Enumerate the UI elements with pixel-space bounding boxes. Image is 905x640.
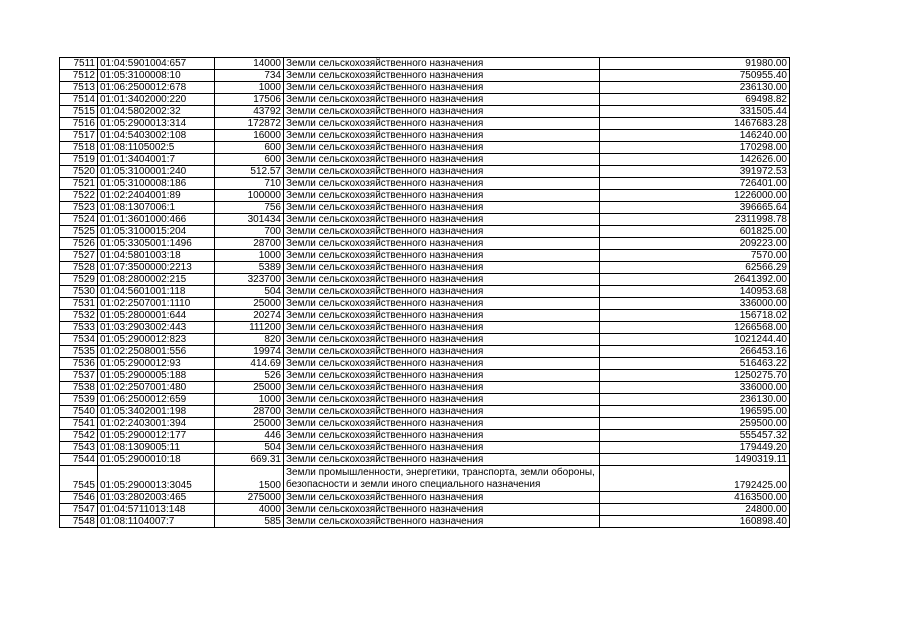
area-cell: 504 bbox=[215, 286, 284, 298]
area-cell: 1000 bbox=[215, 250, 284, 262]
cadastral-value-cell: 266453.16 bbox=[600, 346, 790, 358]
table-row bbox=[60, 166, 790, 178]
table-row bbox=[60, 262, 790, 274]
land-category-cell: Земли сельскохозяйственного назначения bbox=[284, 298, 600, 310]
cadastral-number-cell: 01:02:2508001:556 bbox=[98, 346, 215, 358]
cadastral-value-cell: 196595.00 bbox=[600, 406, 790, 418]
table-row bbox=[60, 142, 790, 154]
row-number-cell: 7511 bbox=[60, 58, 98, 70]
cadastral-value-cell: 1226000.00 bbox=[600, 190, 790, 202]
land-category-cell: Земли сельскохозяйственного назначения bbox=[284, 58, 600, 70]
table-row bbox=[60, 214, 790, 226]
cadastral-value-cell: 331505.44 bbox=[600, 106, 790, 118]
cadastral-value-cell: 62566.29 bbox=[600, 262, 790, 274]
row-number-cell: 7523 bbox=[60, 202, 98, 214]
cadastral-value-cell: 516463.22 bbox=[600, 358, 790, 370]
cadastral-number-cell: 01:05:2900010:18 bbox=[98, 454, 215, 466]
land-category-cell: Земли сельскохозяйственного назначения bbox=[284, 214, 600, 226]
land-category-cell: Земли сельскохозяйственного назначения bbox=[284, 286, 600, 298]
row-number-cell: 7515 bbox=[60, 106, 98, 118]
cadastral-value-cell: 336000.00 bbox=[600, 382, 790, 394]
table-row bbox=[60, 274, 790, 286]
row-number-cell: 7520 bbox=[60, 166, 98, 178]
cadastral-value-cell: 156718.02 bbox=[600, 310, 790, 322]
cadastral-number-cell: 01:08:1307006:1 bbox=[98, 202, 215, 214]
cadastral-value-cell: 1266568.00 bbox=[600, 322, 790, 334]
row-number-cell: 7534 bbox=[60, 334, 98, 346]
cadastral-number-cell: 01:05:3100008:10 bbox=[98, 70, 215, 82]
row-number-cell: 7517 bbox=[60, 130, 98, 142]
cadastral-number-cell: 01:08:2800002:215 bbox=[98, 274, 215, 286]
area-cell: 734 bbox=[215, 70, 284, 82]
land-category-cell: Земли сельскохозяйственного назначения bbox=[284, 358, 600, 370]
cadastral-number-cell: 01:05:2900013:3045 bbox=[98, 466, 215, 492]
area-cell: 446 bbox=[215, 430, 284, 442]
land-category-cell: Земли сельскохозяйственного назначения bbox=[284, 238, 600, 250]
cadastral-number-cell: 01:05:3100001:240 bbox=[98, 166, 215, 178]
row-number-cell: 7527 bbox=[60, 250, 98, 262]
row-number-cell: 7530 bbox=[60, 286, 98, 298]
table-row bbox=[60, 178, 790, 190]
cadastral-number-cell: 01:05:3305001:1496 bbox=[98, 238, 215, 250]
land-category-cell: Земли сельскохозяйственного назначения bbox=[284, 274, 600, 286]
table-row bbox=[60, 334, 790, 346]
row-number-cell: 7522 bbox=[60, 190, 98, 202]
cadastral-number-cell: 01:08:1104007:7 bbox=[98, 516, 215, 528]
table-row bbox=[60, 94, 790, 106]
cadastral-value-cell: 160898.40 bbox=[600, 516, 790, 528]
table-row bbox=[60, 58, 790, 70]
table-row bbox=[60, 130, 790, 142]
cadastral-number-cell: 01:01:3404001:7 bbox=[98, 154, 215, 166]
cadastral-value-cell: 1250275.70 bbox=[600, 370, 790, 382]
cadastral-value-cell: 1467683.28 bbox=[600, 118, 790, 130]
land-category-cell: Земли промышленности, энергетики, транспорта, земли обороны, безопасности и земли иного специального назначения bbox=[284, 466, 600, 492]
cadastral-value-cell: 2311998.78 bbox=[600, 214, 790, 226]
land-category-cell: Земли сельскохозяйственного назначения bbox=[284, 70, 600, 82]
area-cell: 585 bbox=[215, 516, 284, 528]
cadastral-number-cell: 01:04:5711013:148 bbox=[98, 504, 215, 516]
cadastral-number-cell: 01:04:5403002:108 bbox=[98, 130, 215, 142]
land-category-cell: Земли сельскохозяйственного назначения bbox=[284, 322, 600, 334]
land-category-cell: Земли сельскохозяйственного назначения bbox=[284, 442, 600, 454]
table-row bbox=[60, 418, 790, 430]
cadastral-number-cell: 01:05:2900005:188 bbox=[98, 370, 215, 382]
row-number-cell: 7525 bbox=[60, 226, 98, 238]
area-cell: 301434 bbox=[215, 214, 284, 226]
area-cell: 710 bbox=[215, 178, 284, 190]
area-cell: 43792 bbox=[215, 106, 284, 118]
land-category-cell: Земли сельскохозяйственного назначения bbox=[284, 516, 600, 528]
land-category-cell: Земли сельскохозяйственного назначения bbox=[284, 250, 600, 262]
cadastral-number-cell: 01:04:5802002:32 bbox=[98, 106, 215, 118]
cadastral-number-cell: 01:02:2404001:89 bbox=[98, 190, 215, 202]
cadastral-value-cell: 170298.00 bbox=[600, 142, 790, 154]
cadastral-value-cell: 396665.64 bbox=[600, 202, 790, 214]
table-row bbox=[60, 310, 790, 322]
land-category-cell: Земли сельскохозяйственного назначения bbox=[284, 118, 600, 130]
cadastral-value-cell: 601825.00 bbox=[600, 226, 790, 238]
cadastral-number-cell: 01:05:2900013:314 bbox=[98, 118, 215, 130]
row-number-cell: 7541 bbox=[60, 418, 98, 430]
cadastral-value-cell: 1021244.40 bbox=[600, 334, 790, 346]
table-row bbox=[60, 504, 790, 516]
row-number-cell: 7548 bbox=[60, 516, 98, 528]
land-category-cell: Земли сельскохозяйственного назначения bbox=[284, 202, 600, 214]
cadastral-value-cell: 750955.40 bbox=[600, 70, 790, 82]
land-category-cell: Земли сельскохозяйственного назначения bbox=[284, 310, 600, 322]
row-number-cell: 7531 bbox=[60, 298, 98, 310]
land-category-cell: Земли сельскохозяйственного назначения bbox=[284, 106, 600, 118]
table-row bbox=[60, 250, 790, 262]
area-cell: 100000 bbox=[215, 190, 284, 202]
row-number-cell: 7535 bbox=[60, 346, 98, 358]
cadastral-number-cell: 01:05:3100008:186 bbox=[98, 178, 215, 190]
cadastral-number-cell: 01:04:5901004:657 bbox=[98, 58, 215, 70]
land-category-cell: Земли сельскохозяйственного назначения bbox=[284, 492, 600, 504]
area-cell: 526 bbox=[215, 370, 284, 382]
cadastral-number-cell: 01:01:3601000:466 bbox=[98, 214, 215, 226]
table-row bbox=[60, 454, 790, 466]
table-row bbox=[60, 226, 790, 238]
table-row bbox=[60, 298, 790, 310]
row-number-cell: 7518 bbox=[60, 142, 98, 154]
land-category-cell: Земли сельскохозяйственного назначения bbox=[284, 394, 600, 406]
area-cell: 504 bbox=[215, 442, 284, 454]
land-category-cell: Земли сельскохозяйственного назначения bbox=[284, 190, 600, 202]
land-category-cell: Земли сельскохозяйственного назначения bbox=[284, 382, 600, 394]
cadastral-number-cell: 01:05:2800001:644 bbox=[98, 310, 215, 322]
cadastral-number-cell: 01:07:3500000:2213 bbox=[98, 262, 215, 274]
row-number-cell: 7528 bbox=[60, 262, 98, 274]
area-cell: 700 bbox=[215, 226, 284, 238]
area-cell: 323700 bbox=[215, 274, 284, 286]
cadastral-value-cell: 726401.00 bbox=[600, 178, 790, 190]
cadastral-number-cell: 01:06:2500012:678 bbox=[98, 82, 215, 94]
row-number-cell: 7533 bbox=[60, 322, 98, 334]
row-number-cell: 7516 bbox=[60, 118, 98, 130]
area-cell: 600 bbox=[215, 142, 284, 154]
land-category-cell: Земли сельскохозяйственного назначения bbox=[284, 430, 600, 442]
cadastral-value-cell: 2641392.00 bbox=[600, 274, 790, 286]
area-cell: 16000 bbox=[215, 130, 284, 142]
area-cell: 600 bbox=[215, 154, 284, 166]
land-category-cell: Земли сельскохозяйственного назначения bbox=[284, 262, 600, 274]
row-number-cell: 7514 bbox=[60, 94, 98, 106]
cadastral-number-cell: 01:02:2507001:480 bbox=[98, 382, 215, 394]
row-number-cell: 7526 bbox=[60, 238, 98, 250]
cadastral-number-cell: 01:04:5801003:18 bbox=[98, 250, 215, 262]
land-category-cell: Земли сельскохозяйственного назначения bbox=[284, 178, 600, 190]
area-cell: 1000 bbox=[215, 394, 284, 406]
cadastral-value-cell: 146240.00 bbox=[600, 130, 790, 142]
cadastral-number-cell: 01:05:2900012:93 bbox=[98, 358, 215, 370]
table-row bbox=[60, 492, 790, 504]
table-row bbox=[60, 82, 790, 94]
table-row bbox=[60, 190, 790, 202]
cadastral-value-cell: 179449.20 bbox=[600, 442, 790, 454]
row-number-cell: 7513 bbox=[60, 82, 98, 94]
table-row bbox=[60, 516, 790, 528]
row-number-cell: 7537 bbox=[60, 370, 98, 382]
row-number-cell: 7547 bbox=[60, 504, 98, 516]
land-category-cell: Земли сельскохозяйственного назначения bbox=[284, 334, 600, 346]
cadastral-number-cell: 01:02:2403001:394 bbox=[98, 418, 215, 430]
area-cell: 25000 bbox=[215, 382, 284, 394]
cadastral-number-cell: 01:05:2900012:177 bbox=[98, 430, 215, 442]
land-category-cell: Земли сельскохозяйственного назначения bbox=[284, 142, 600, 154]
land-category-cell: Земли сельскохозяйственного назначения bbox=[284, 154, 600, 166]
row-number-cell: 7546 bbox=[60, 492, 98, 504]
land-category-cell: Земли сельскохозяйственного назначения bbox=[284, 346, 600, 358]
area-cell: 28700 bbox=[215, 406, 284, 418]
cadastral-value-cell: 140953.68 bbox=[600, 286, 790, 298]
cadastral-value-cell: 24800.00 bbox=[600, 504, 790, 516]
cadastral-number-cell: 01:08:1105002:5 bbox=[98, 142, 215, 154]
table-row bbox=[60, 442, 790, 454]
area-cell: 1000 bbox=[215, 82, 284, 94]
row-number-cell: 7542 bbox=[60, 430, 98, 442]
land-category-cell: Земли сельскохозяйственного назначения bbox=[284, 504, 600, 516]
area-cell: 669.31 bbox=[215, 454, 284, 466]
land-category-cell: Земли сельскохозяйственного назначения bbox=[284, 370, 600, 382]
table-body bbox=[60, 58, 790, 528]
land-category-cell: Земли сельскохозяйственного назначения bbox=[284, 130, 600, 142]
land-category-cell: Земли сельскохозяйственного назначения bbox=[284, 418, 600, 430]
table-row bbox=[60, 358, 790, 370]
land-registry-table bbox=[59, 57, 790, 528]
row-number-cell: 7545 bbox=[60, 466, 98, 492]
row-number-cell: 7543 bbox=[60, 442, 98, 454]
area-cell: 28700 bbox=[215, 238, 284, 250]
row-number-cell: 7540 bbox=[60, 406, 98, 418]
area-cell: 19974 bbox=[215, 346, 284, 358]
row-number-cell: 7524 bbox=[60, 214, 98, 226]
cadastral-value-cell: 4163500.00 bbox=[600, 492, 790, 504]
area-cell: 820 bbox=[215, 334, 284, 346]
land-category-cell: Земли сельскохозяйственного назначения bbox=[284, 406, 600, 418]
row-number-cell: 7519 bbox=[60, 154, 98, 166]
area-cell: 172872 bbox=[215, 118, 284, 130]
cadastral-number-cell: 01:05:3402001:198 bbox=[98, 406, 215, 418]
area-cell: 5389 bbox=[215, 262, 284, 274]
cadastral-number-cell: 01:04:5601001:118 bbox=[98, 286, 215, 298]
land-category-cell: Земли сельскохозяйственного назначения bbox=[284, 82, 600, 94]
table-row bbox=[60, 394, 790, 406]
table-row bbox=[60, 346, 790, 358]
area-cell: 17506 bbox=[215, 94, 284, 106]
area-cell: 1500 bbox=[215, 466, 284, 492]
cadastral-number-cell: 01:08:1309005:11 bbox=[98, 442, 215, 454]
land-category-cell: Земли сельскохозяйственного назначения bbox=[284, 166, 600, 178]
land-category-cell: Земли сельскохозяйственного назначения bbox=[284, 94, 600, 106]
cadastral-value-cell: 1792425.00 bbox=[600, 466, 790, 492]
area-cell: 4000 bbox=[215, 504, 284, 516]
cadastral-value-cell: 69498.82 bbox=[600, 94, 790, 106]
cadastral-value-cell: 555457.32 bbox=[600, 430, 790, 442]
cadastral-number-cell: 01:02:2507001:1110 bbox=[98, 298, 215, 310]
cadastral-value-cell: 209223.00 bbox=[600, 238, 790, 250]
cadastral-number-cell: 01:06:2500012:659 bbox=[98, 394, 215, 406]
row-number-cell: 7538 bbox=[60, 382, 98, 394]
table-row bbox=[60, 430, 790, 442]
table-row bbox=[60, 322, 790, 334]
row-number-cell: 7521 bbox=[60, 178, 98, 190]
table-row bbox=[60, 202, 790, 214]
area-cell: 25000 bbox=[215, 298, 284, 310]
cadastral-number-cell: 01:05:3100015:204 bbox=[98, 226, 215, 238]
table-row bbox=[60, 466, 790, 492]
table-row bbox=[60, 238, 790, 250]
table-row bbox=[60, 286, 790, 298]
cadastral-number-cell: 01:03:2802003:465 bbox=[98, 492, 215, 504]
cadastral-value-cell: 391972.53 bbox=[600, 166, 790, 178]
cadastral-number-cell: 01:05:2900012:823 bbox=[98, 334, 215, 346]
table-row bbox=[60, 118, 790, 130]
row-number-cell: 7536 bbox=[60, 358, 98, 370]
table-row bbox=[60, 154, 790, 166]
table-row bbox=[60, 406, 790, 418]
area-cell: 111200 bbox=[215, 322, 284, 334]
area-cell: 275000 bbox=[215, 492, 284, 504]
row-number-cell: 7532 bbox=[60, 310, 98, 322]
table-row bbox=[60, 70, 790, 82]
land-category-cell: Земли сельскохозяйственного назначения bbox=[284, 454, 600, 466]
cadastral-value-cell: 236130.00 bbox=[600, 394, 790, 406]
area-cell: 756 bbox=[215, 202, 284, 214]
area-cell: 414.69 bbox=[215, 358, 284, 370]
cadastral-value-cell: 259500.00 bbox=[600, 418, 790, 430]
row-number-cell: 7512 bbox=[60, 70, 98, 82]
cadastral-value-cell: 91980.00 bbox=[600, 58, 790, 70]
land-category-cell: Земли сельскохозяйственного назначения bbox=[284, 226, 600, 238]
cadastral-number-cell: 01:03:2903002:443 bbox=[98, 322, 215, 334]
cadastral-number-cell: 01:01:3402000:220 bbox=[98, 94, 215, 106]
area-cell: 512.57 bbox=[215, 166, 284, 178]
row-number-cell: 7529 bbox=[60, 274, 98, 286]
area-cell: 14000 bbox=[215, 58, 284, 70]
cadastral-value-cell: 1490319.11 bbox=[600, 454, 790, 466]
area-cell: 20274 bbox=[215, 310, 284, 322]
cadastral-value-cell: 236130.00 bbox=[600, 82, 790, 94]
row-number-cell: 7544 bbox=[60, 454, 98, 466]
table-row bbox=[60, 106, 790, 118]
table-row bbox=[60, 370, 790, 382]
cadastral-value-cell: 142626.00 bbox=[600, 154, 790, 166]
row-number-cell: 7539 bbox=[60, 394, 98, 406]
cadastral-value-cell: 7570.00 bbox=[600, 250, 790, 262]
cadastral-value-cell: 336000.00 bbox=[600, 298, 790, 310]
area-cell: 25000 bbox=[215, 418, 284, 430]
table-row bbox=[60, 382, 790, 394]
